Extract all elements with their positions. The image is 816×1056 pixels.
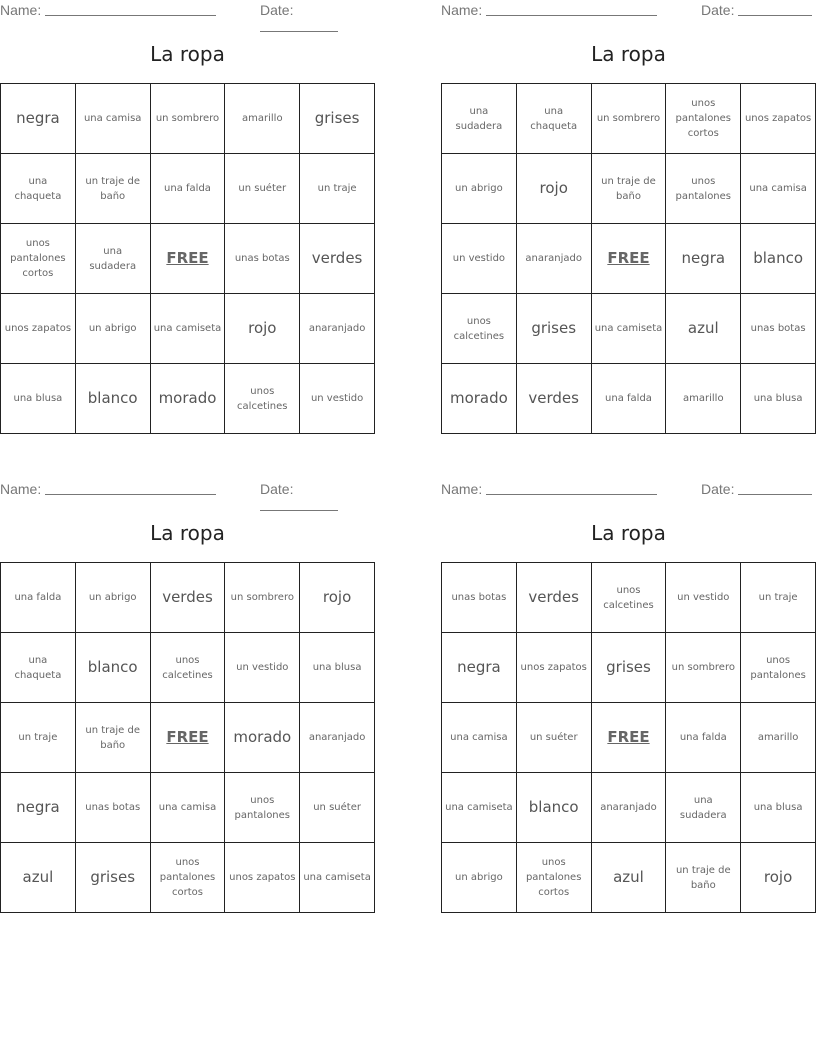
bingo-grid bbox=[441, 562, 816, 913]
name-label: Name: bbox=[441, 481, 483, 497]
bingo-cell: un traje bbox=[300, 154, 375, 224]
bingo-cell: un suéter bbox=[300, 773, 375, 843]
bingo-cell: rojo bbox=[741, 843, 816, 913]
bingo-cell: amarillo bbox=[741, 703, 816, 773]
date-label: Date: bbox=[701, 481, 735, 497]
bingo-cell: rojo bbox=[300, 563, 375, 633]
bingo-cell: unas botas bbox=[225, 224, 300, 294]
bingo-cell: un vestido bbox=[225, 633, 300, 703]
bingo-cell: unas botas bbox=[741, 294, 816, 364]
bingo-cell: verdes bbox=[517, 364, 592, 434]
bingo-cell: amarillo bbox=[225, 84, 300, 154]
bingo-cell: un vestido bbox=[442, 224, 517, 294]
date-line bbox=[738, 494, 812, 495]
bingo-cell: negra bbox=[442, 633, 517, 703]
bingo-cell: una camisa bbox=[741, 154, 816, 224]
date-line bbox=[260, 31, 338, 32]
date-label: Date: bbox=[260, 481, 294, 497]
bingo-cell: unos zapatos bbox=[517, 633, 592, 703]
bingo-cell: una blusa bbox=[300, 633, 375, 703]
bingo-cell: un traje de baño bbox=[76, 154, 151, 224]
bingo-cell: un vestido bbox=[300, 364, 375, 434]
bingo-cell: una camiseta bbox=[151, 294, 226, 364]
name-line bbox=[486, 494, 657, 495]
bingo-cell: anaranjado bbox=[592, 773, 667, 843]
bingo-cell: anaranjado bbox=[300, 294, 375, 364]
bingo-cell: blanco bbox=[741, 224, 816, 294]
free-space: FREE bbox=[151, 703, 226, 773]
bingo-cell: unos calcetines bbox=[151, 633, 226, 703]
bingo-cell: rojo bbox=[517, 154, 592, 224]
bingo-cell: un traje de baño bbox=[592, 154, 667, 224]
card-title: La ropa bbox=[150, 521, 225, 545]
name-label: Name: bbox=[441, 2, 483, 18]
bingo-cell: blanco bbox=[76, 364, 151, 434]
bingo-cell: una blusa bbox=[741, 773, 816, 843]
bingo-cell: una falda bbox=[151, 154, 226, 224]
bingo-cell: un traje bbox=[1, 703, 76, 773]
bingo-cell: negra bbox=[1, 84, 76, 154]
bingo-cell: unos zapatos bbox=[225, 843, 300, 913]
bingo-cell: unos calcetines bbox=[442, 294, 517, 364]
bingo-cell: una sudadera bbox=[76, 224, 151, 294]
free-space: FREE bbox=[592, 224, 667, 294]
bingo-cell: grises bbox=[300, 84, 375, 154]
bingo-cell: grises bbox=[76, 843, 151, 913]
bingo-cell: anaranjado bbox=[517, 224, 592, 294]
bingo-cell: unos pantalones cortos bbox=[151, 843, 226, 913]
name-line bbox=[45, 494, 216, 495]
bingo-cell: una blusa bbox=[1, 364, 76, 434]
bingo-cell: verdes bbox=[151, 563, 226, 633]
bingo-cell: una sudadera bbox=[442, 84, 517, 154]
bingo-cell: unos zapatos bbox=[741, 84, 816, 154]
bingo-cell: azul bbox=[666, 294, 741, 364]
bingo-cell: morado bbox=[151, 364, 226, 434]
bingo-cell: una sudadera bbox=[666, 773, 741, 843]
bingo-cell: un sombrero bbox=[225, 563, 300, 633]
date-label: Date: bbox=[701, 2, 735, 18]
bingo-cell: una falda bbox=[666, 703, 741, 773]
bingo-cell: una camiseta bbox=[592, 294, 667, 364]
bingo-cell: blanco bbox=[76, 633, 151, 703]
bingo-cell: una camisa bbox=[151, 773, 226, 843]
card-header bbox=[0, 481, 375, 499]
date-line bbox=[260, 510, 338, 511]
bingo-cell: un sombrero bbox=[592, 84, 667, 154]
bingo-cell: morado bbox=[442, 364, 517, 434]
bingo-cell: amarillo bbox=[666, 364, 741, 434]
bingo-cell: unos pantalones bbox=[225, 773, 300, 843]
bingo-cell: un traje de baño bbox=[666, 843, 741, 913]
bingo-cell: una falda bbox=[592, 364, 667, 434]
bingo-cell: una camiseta bbox=[300, 843, 375, 913]
bingo-cell: una chaqueta bbox=[1, 154, 76, 224]
bingo-cell: azul bbox=[1, 843, 76, 913]
date-line bbox=[738, 15, 812, 16]
bingo-cell: unos calcetines bbox=[225, 364, 300, 434]
bingo-cell: una chaqueta bbox=[1, 633, 76, 703]
bingo-cell: una blusa bbox=[741, 364, 816, 434]
bingo-cell: un abrigo bbox=[76, 294, 151, 364]
bingo-cell: una falda bbox=[1, 563, 76, 633]
bingo-cell: un sombrero bbox=[151, 84, 226, 154]
bingo-cell: un suéter bbox=[517, 703, 592, 773]
bingo-cell: un abrigo bbox=[442, 843, 517, 913]
free-space: FREE bbox=[592, 703, 667, 773]
bingo-cell: unas botas bbox=[442, 563, 517, 633]
bingo-cell: grises bbox=[517, 294, 592, 364]
bingo-card-1 bbox=[0, 0, 375, 440]
bingo-cell: unas botas bbox=[76, 773, 151, 843]
card-header bbox=[441, 481, 816, 499]
bingo-cell: morado bbox=[225, 703, 300, 773]
name-label: Name: bbox=[0, 481, 42, 497]
bingo-cell: blanco bbox=[517, 773, 592, 843]
bingo-cell: unos pantalones cortos bbox=[666, 84, 741, 154]
bingo-cell: unos pantalones cortos bbox=[517, 843, 592, 913]
card-title: La ropa bbox=[591, 521, 666, 545]
bingo-cell: un vestido bbox=[666, 563, 741, 633]
bingo-cell: negra bbox=[1, 773, 76, 843]
free-space: FREE bbox=[151, 224, 226, 294]
bingo-cell: azul bbox=[592, 843, 667, 913]
bingo-cell: una camisa bbox=[442, 703, 517, 773]
bingo-grid bbox=[441, 83, 816, 434]
card-header bbox=[441, 2, 816, 20]
bingo-cell: una chaqueta bbox=[517, 84, 592, 154]
bingo-cell: anaranjado bbox=[300, 703, 375, 773]
bingo-cell: negra bbox=[666, 224, 741, 294]
bingo-card-2 bbox=[441, 0, 816, 440]
bingo-cell: un traje de baño bbox=[76, 703, 151, 773]
card-header bbox=[0, 2, 375, 20]
bingo-cell: verdes bbox=[300, 224, 375, 294]
bingo-cell: una camiseta bbox=[442, 773, 517, 843]
card-title: La ropa bbox=[591, 42, 666, 66]
bingo-cell: unos pantalones cortos bbox=[1, 224, 76, 294]
bingo-grid bbox=[0, 83, 375, 434]
bingo-cell: un sombrero bbox=[666, 633, 741, 703]
bingo-grid bbox=[0, 562, 375, 913]
bingo-cell: una camisa bbox=[76, 84, 151, 154]
bingo-cell: unos calcetines bbox=[592, 563, 667, 633]
date-label: Date: bbox=[260, 2, 294, 18]
bingo-cell: un traje bbox=[741, 563, 816, 633]
name-label: Name: bbox=[0, 2, 42, 18]
bingo-cell: grises bbox=[592, 633, 667, 703]
name-line bbox=[45, 15, 216, 16]
bingo-cell: un suéter bbox=[225, 154, 300, 224]
bingo-cell: unos pantalones bbox=[741, 633, 816, 703]
bingo-cell: un abrigo bbox=[76, 563, 151, 633]
bingo-cell: un abrigo bbox=[442, 154, 517, 224]
bingo-cell: unos zapatos bbox=[1, 294, 76, 364]
bingo-cell: unos pantalones bbox=[666, 154, 741, 224]
bingo-card-4 bbox=[441, 479, 816, 919]
name-line bbox=[486, 15, 657, 16]
card-title: La ropa bbox=[150, 42, 225, 66]
bingo-cell: rojo bbox=[225, 294, 300, 364]
bingo-card-3 bbox=[0, 479, 375, 919]
bingo-cell: verdes bbox=[517, 563, 592, 633]
